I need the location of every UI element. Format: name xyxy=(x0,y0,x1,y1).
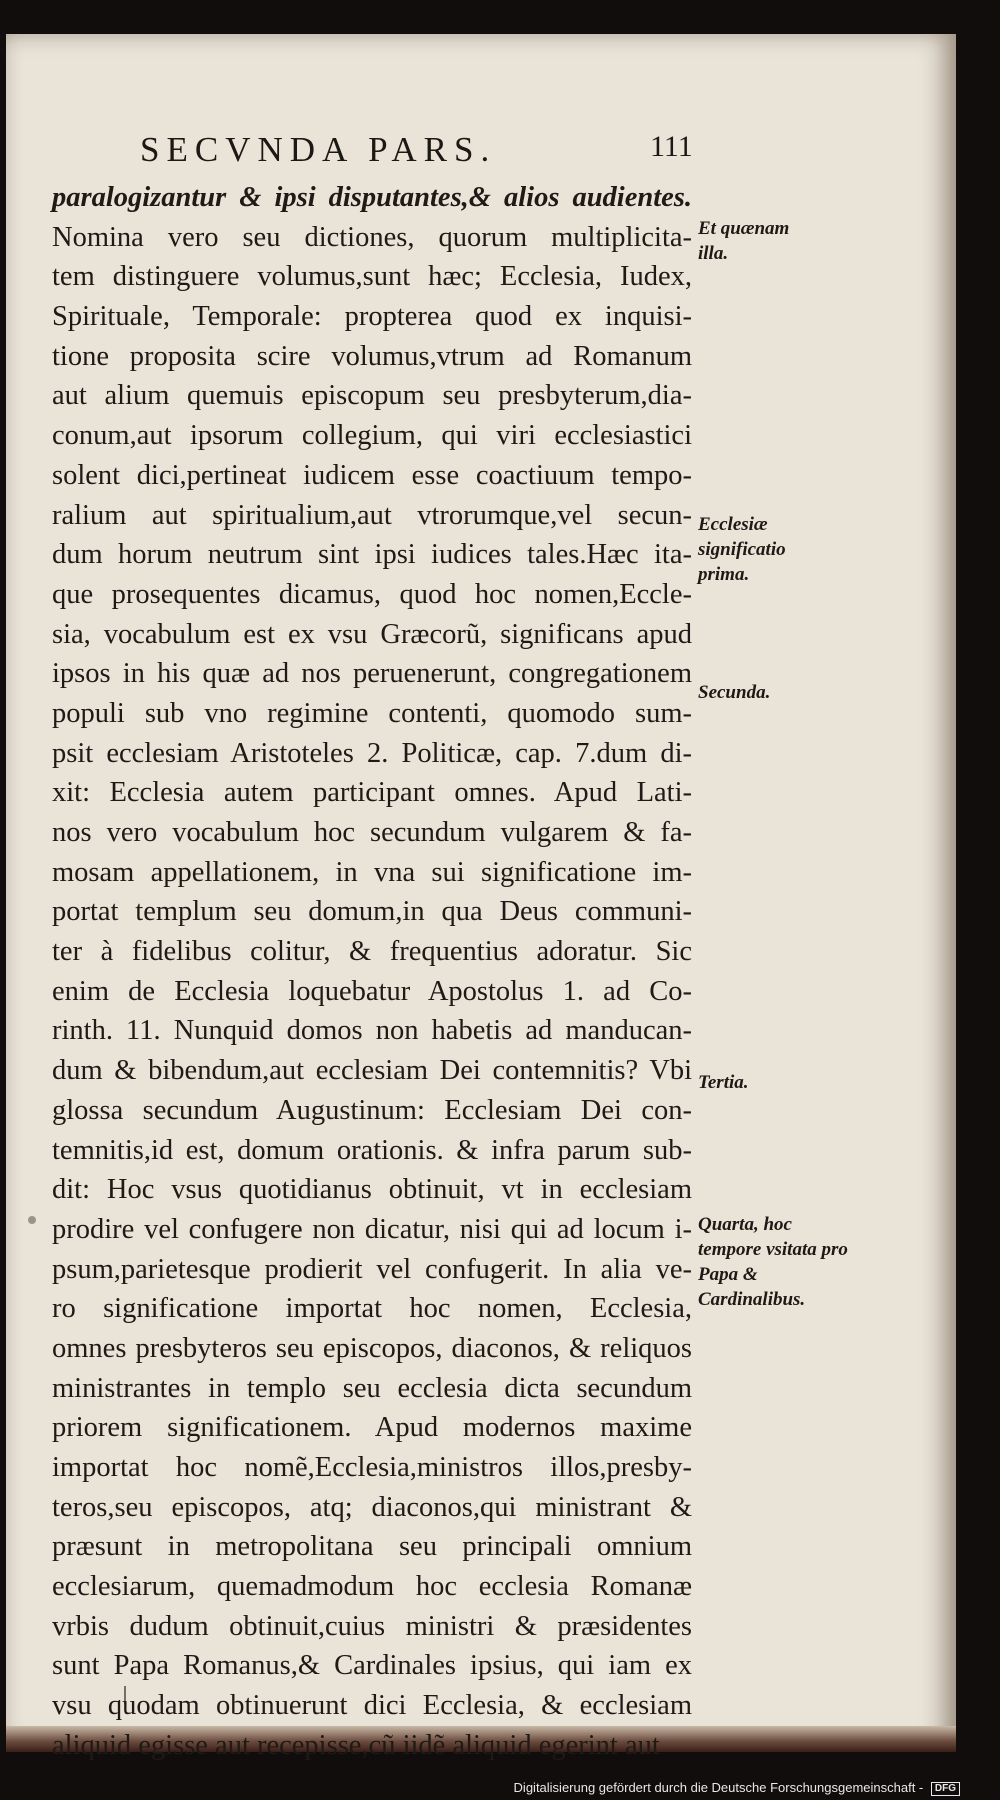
text-line: populi sub vno regimine contenti, quomodo sum- xyxy=(52,697,692,729)
text-line: ecclesiarum, quemadmodum hoc ecclesia Romanæ xyxy=(52,1571,692,1603)
text-line: sunt Papa Romanus,& Cardinales ipsius, qui iam ex xyxy=(52,1650,692,1682)
text-line: priorem significationem. Apud modernos maxime xyxy=(52,1412,692,1444)
dfg-logo: DFG xyxy=(931,1782,960,1796)
text-line: rinth. 11. Nunquid domos non habetis ad manducan- xyxy=(52,1015,692,1047)
text-line: aut alium quemuis episcopum seu presbyterum,dia- xyxy=(52,380,692,412)
text-line: vrbis dudum obtinuit,cuius ministri & præsidentes xyxy=(52,1610,692,1642)
text-line: xit: Ecclesia autem participant omnes. Apud Lati- xyxy=(52,777,692,809)
text-line: portat templum seu domum,in qua Deus communi- xyxy=(52,896,692,928)
credit-text: Digitalisierung gefördert durch die Deutsche Forschungsgemeinschaft - xyxy=(513,1780,924,1796)
text-line: Spirituale, Temporale: propterea quod ex inquisi- xyxy=(52,301,692,333)
margin-note: Ecclesiæ significatio prima. xyxy=(698,514,786,585)
text-line: aliquid egisse aut recepisse,cũ iidẽ aliquid egerint aut xyxy=(52,1729,660,1761)
body-text xyxy=(52,178,692,1766)
text-line: Nomina vero seu dictiones, quorum multiplicita- xyxy=(52,221,692,253)
text-line: ro significatione importat hoc nomen, Ecclesia, xyxy=(52,1293,692,1325)
text-line: enim de Ecclesia loquebatur Apostolus 1. ad Co- xyxy=(52,975,692,1007)
text-line: sia, vocabulum est ex vsu Græcorũ, significans apud xyxy=(52,618,692,650)
text-line: nos vero vocabulum hoc secundum vulgarem & fa- xyxy=(52,817,692,848)
text-line: ministrantes in templo seu ecclesia dicta secundum xyxy=(52,1372,692,1404)
text-line: dit: Hoc vsus quotidianus obtinuit, vt in ecclesiam xyxy=(52,1174,692,1206)
text-line: glossa secundum Augustinum: Ecclesiam Dei con- xyxy=(52,1094,692,1126)
text-line: teros,seu episcopos, atq; diaconos,qui ministrant & xyxy=(52,1491,692,1523)
text-line: temnitis,id est, domum orationis. & infra parum sub- xyxy=(52,1134,692,1166)
text-line: ter à fidelibus colitur, & frequentius adoratur. Sic xyxy=(52,936,692,968)
text-line: mosam appellationem, in vna sui significatione im- xyxy=(52,856,692,888)
margin-note: Secunda. xyxy=(698,682,771,703)
text-line: tem distinguere volumus,sunt hæc; Ecclesia, Iudex, xyxy=(52,261,692,293)
text-line: præsunt in metropolitana seu principali omnium xyxy=(52,1531,692,1563)
footer-credit xyxy=(514,1780,960,1796)
margin-note: Quarta, hoc tempore vsitata pro Papa & Cardinalibus. xyxy=(698,1214,848,1310)
text-line: psum,parietesque prodierit vel confugerit. In alia ve- xyxy=(52,1253,692,1285)
ink-spot xyxy=(28,1216,36,1224)
text-line: que prosequentes dicamus, quod hoc nomen,Eccle- xyxy=(52,578,692,610)
text-line: conum,aut ipsorum collegium, qui viri ecclesiastici xyxy=(52,420,692,452)
text-line: dum & bibendum,aut ecclesiam Dei contemnitis? Vbi xyxy=(52,1055,692,1087)
text-line: dum horum neutrum sint ipsi iudices tales.Hæc ita- xyxy=(52,539,692,571)
margin-note: Tertia. xyxy=(698,1072,749,1093)
text-line: tione proposita scire volumus,vtrum ad Romanum xyxy=(52,340,692,372)
text-line: vsu quodam obtinuerunt dici Ecclesia, & ecclesiam xyxy=(52,1690,692,1722)
running-head: SECVNDA PARS. xyxy=(140,130,497,169)
text-line: ipsos in his quæ ad nos peruenerunt, congregationem xyxy=(52,658,692,690)
page-number: 111 xyxy=(650,130,693,163)
text-line: ralium aut spiritualium,aut vtrorumque,vel secun- xyxy=(52,499,692,531)
text-line: psit ecclesiam Aristoteles 2. Politicæ, cap. 7.dum di- xyxy=(52,737,692,769)
text-line: solent dici,pertineat iudicem esse coactiuum tempo- xyxy=(52,459,692,491)
text-line: paralogizantur & ipsi disputantes,& alios audientes. xyxy=(52,182,692,213)
text-line: omnes presbyteros seu episcopos, diaconos, & reliquos xyxy=(52,1332,692,1364)
margin-note: Et quænam illa. xyxy=(698,218,790,264)
text-line: importat hoc nomẽ,Ecclesia,ministros illos,presby- xyxy=(52,1452,692,1483)
text-line: prodire vel confugere non dicatur, nisi qui ad locum i- xyxy=(52,1213,692,1245)
